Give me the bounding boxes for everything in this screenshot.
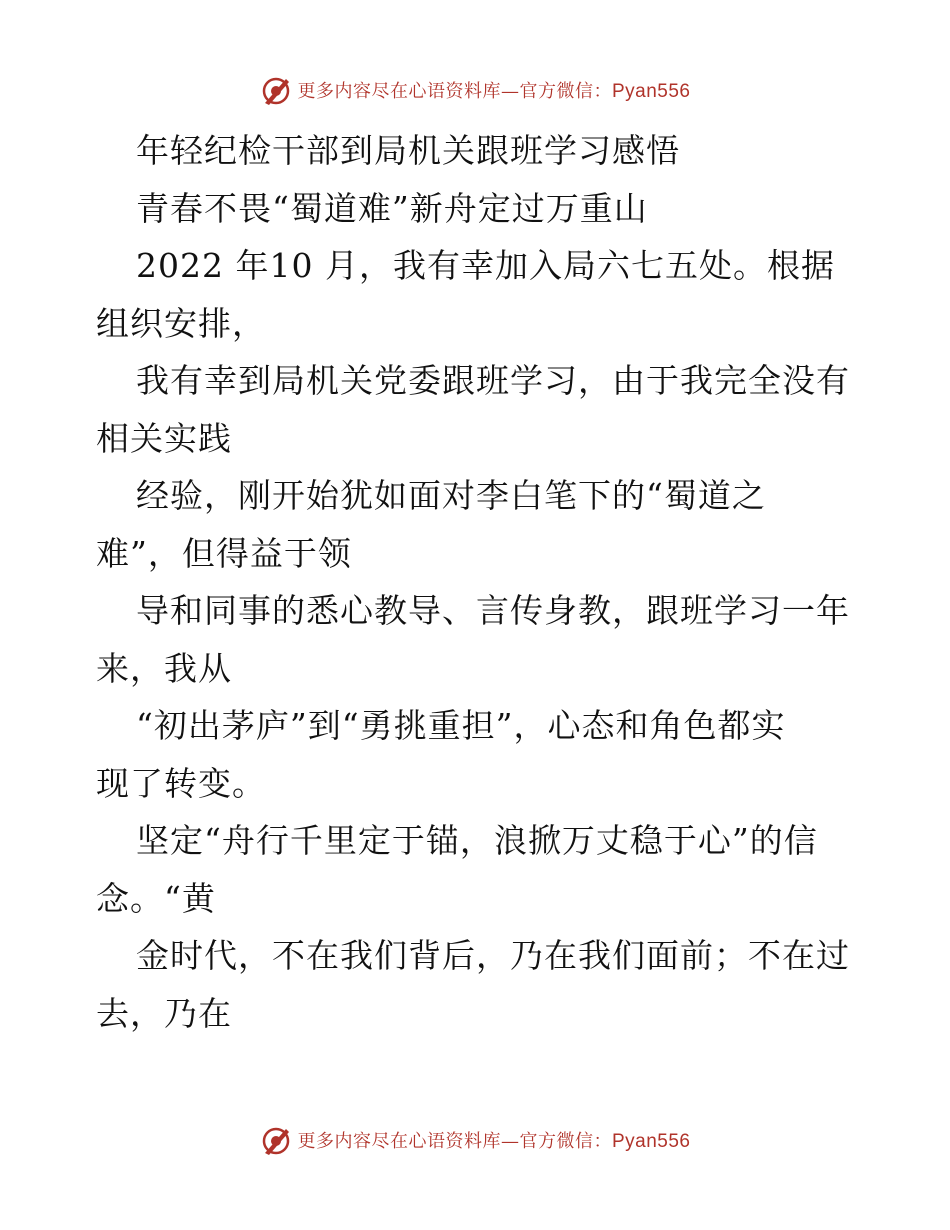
paragraph-line: 金时代，不在我们背后，乃在我们面前；不在过	[136, 936, 850, 975]
paragraph-line: 去，乃在	[96, 993, 232, 1033]
paragraph-line: “初出茅庐”到“勇挑重担”，心态和角色都实	[136, 706, 786, 745]
paragraph-line: 我有幸到局机关党委跟班学习，由于我完全没有	[136, 361, 850, 400]
document-subtitle: 青春不畏“蜀道难”新舟定过万重山	[136, 188, 648, 228]
document-body	[96, 122, 866, 1042]
paragraph-line: 念。“黄	[96, 878, 216, 918]
paragraph-line: 经验，刚开始犹如面对李白笔下的“蜀道之	[136, 476, 766, 515]
paragraph-line: 现了转变。	[96, 763, 266, 803]
header-watermark-banner	[0, 70, 950, 110]
paragraph-line: 导和同事的悉心教导、言传身教，跟班学习一年	[136, 591, 850, 630]
footer-watermark-text: 更多内容尽在心语资料库—官方微信：Pyan556	[297, 1131, 691, 1152]
paragraph-line: 坚定“舟行千里定于锚，浪掀万丈稳于心”的信	[136, 821, 818, 860]
header-watermark-text: 更多内容尽在心语资料库—官方微信：Pyan556	[297, 81, 691, 102]
paragraph-line: 相关实践	[96, 418, 232, 458]
footer-watermark-banner	[0, 1120, 950, 1160]
document-title: 年轻纪检干部到局机关跟班学习感悟	[136, 131, 680, 170]
quill-seal-logo-icon	[259, 73, 293, 107]
quill-seal-logo-icon	[259, 1123, 293, 1157]
paragraph-line: 组织安排，	[96, 303, 266, 343]
paragraph-line: 来，我从	[96, 648, 232, 688]
paragraph-line: 难”，但得益于领	[96, 533, 352, 573]
paragraph-line: 2022 年10 月，我有幸加入局六七五处。根据	[136, 246, 835, 285]
